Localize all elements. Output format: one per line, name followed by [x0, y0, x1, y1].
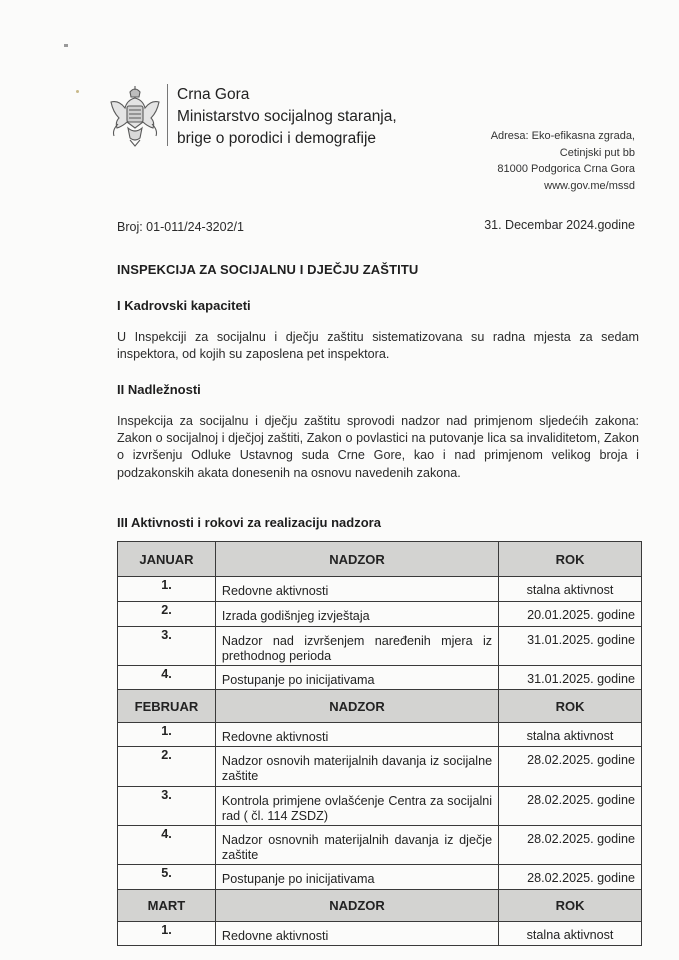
letterhead-organization: [177, 84, 397, 150]
month-label: MART: [118, 890, 216, 922]
row-number: 3.: [118, 787, 216, 826]
activity-cell: Nadzor nad izvršenjem naređenih mjera iz prethodnog perioda: [215, 627, 498, 666]
coat-of-arms-icon: [108, 84, 162, 148]
month-label: FEBRUAR: [118, 690, 216, 723]
deadline-cell: 31.01.2025. godine: [499, 627, 642, 666]
scan-speck: [64, 44, 68, 47]
deadline-cell: 28.02.2025. godine: [499, 865, 642, 890]
section-paragraph: Inspekcija za socijalnu i dječju zaštitu sprovodi nadzor nad primjenom sljedećih zakona: Zakon o socijalnoj i dječjoj zaštiti, Zakon o povlastici na putovanje lica sa invaliditetom, Zakon o izvršenju Odluke Ustavnog suda Crne Gore, kao i nad primjenom velikog broja i podzakonskih akata donesenih na osnovu navedenih zakona.: [117, 414, 639, 480]
section-heading: III Aktivnosti i rokovi za realizaciju nadzora: [117, 515, 381, 530]
table-row: [118, 627, 642, 666]
table-row: [118, 787, 642, 826]
letterhead-address: [491, 128, 635, 194]
section-heading: I Kadrovski kapaciteti: [117, 298, 251, 313]
deadline-cell: 28.02.2025. godine: [499, 747, 642, 787]
website-link[interactable]: www.gov.me/mssd: [544, 179, 635, 192]
table-row: [118, 723, 642, 747]
table-row: [118, 922, 642, 946]
activity-cell: Redovne aktivnosti: [215, 922, 498, 946]
column-header-nadzor: NADZOR: [215, 690, 498, 723]
table-row: [118, 577, 642, 602]
activity-cell: Nadzor osnovnih materijalnih davanja iz dječje zaštite: [215, 826, 498, 865]
activity-cell: Redovne aktivnosti: [215, 723, 498, 747]
reference-number: Broj: 01-011/24-3202/1: [117, 220, 244, 234]
address-line: Cetinjski put bb: [559, 146, 635, 159]
letterhead-divider: [167, 84, 168, 146]
document-date: 31. Decembar 2024.godine: [484, 218, 635, 232]
ministry-name-line2: brige o porodici i demografije: [177, 130, 377, 147]
table-row: [118, 602, 642, 627]
ministry-name-line1: Ministarstvo socijalnog staranja,: [177, 108, 397, 125]
column-header-rok: ROK: [499, 542, 642, 577]
column-header-rok: ROK: [499, 890, 642, 922]
address-line: Adresa: Eko-efikasna zgrada,: [490, 130, 635, 142]
table-row: [118, 747, 642, 787]
deadline-cell: 31.01.2025. godine: [499, 666, 642, 690]
activity-cell: Izrada godišnjeg izvještaja: [215, 602, 498, 627]
document-title: INSPEKCIJA ZA SOCIJALNU I DJEČJU ZAŠTITU: [117, 262, 419, 277]
country-name: Crna Gora: [177, 86, 250, 103]
deadline-cell: 28.02.2025. godine: [499, 826, 642, 865]
deadline-cell: 28.02.2025. godine: [499, 787, 642, 826]
month-header-row: [118, 690, 642, 723]
deadline-cell: stalna aktivnost: [499, 577, 642, 602]
deadline-cell: 20.01.2025. godine: [499, 602, 642, 627]
scan-speck: [76, 90, 79, 93]
month-label: JANUAR: [118, 542, 216, 577]
deadline-cell: stalna aktivnost: [499, 922, 642, 946]
section-heading: II Nadležnosti: [117, 382, 201, 397]
activity-cell: Postupanje po inicijativama: [215, 666, 498, 690]
section-paragraph: U Inspekciji za socijalnu i dječju zaštitu sistematizovana su radna mjesta za sedam inspektora, od kojih su zaposlena pet inspektora.: [117, 330, 639, 362]
row-number: 1.: [118, 577, 216, 602]
column-header-nadzor: NADZOR: [215, 890, 498, 922]
row-number: 1.: [118, 723, 216, 747]
activity-cell: Redovne aktivnosti: [215, 577, 498, 602]
schedule-table: [117, 541, 642, 946]
activity-cell: Nadzor osnovih materijalnih davanja iz socijalne zaštite: [215, 747, 498, 787]
table-row: [118, 826, 642, 865]
activity-cell: Postupanje po inicijativama: [215, 865, 498, 890]
address-line: 81000 Podgorica Crna Gora: [497, 163, 635, 175]
table-row: [118, 865, 642, 890]
row-number: 3.: [118, 627, 216, 666]
row-number: 1.: [118, 922, 216, 946]
month-header-row: [118, 890, 642, 922]
deadline-cell: stalna aktivnost: [499, 723, 642, 747]
row-number: 5.: [118, 865, 216, 890]
row-number: 4.: [118, 666, 216, 690]
column-header-nadzor: NADZOR: [215, 542, 498, 577]
column-header-rok: ROK: [499, 690, 642, 723]
row-number: 2.: [118, 602, 216, 627]
row-number: 4.: [118, 826, 216, 865]
activity-cell: Kontrola primjene ovlašćenje Centra za socijalni rad ( čl. 114 ZSDZ): [215, 787, 498, 826]
month-header-row: [118, 542, 642, 577]
row-number: 2.: [118, 747, 216, 787]
table-row: [118, 666, 642, 690]
